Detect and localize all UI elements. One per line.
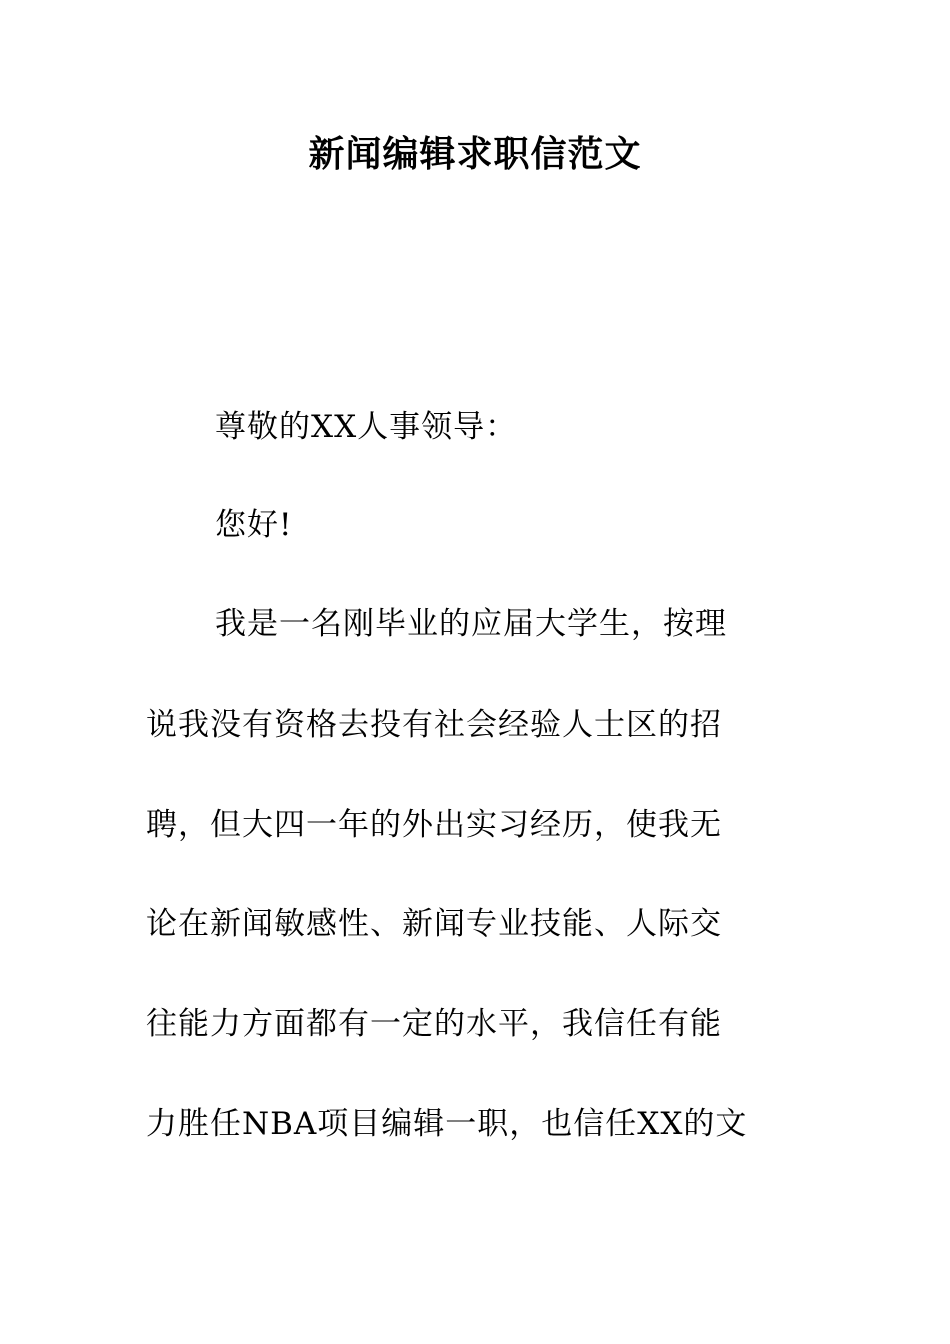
body-line: 聘，但大四一年的外出实习经历，使我无 <box>146 807 722 843</box>
body-line: 说我没有资格去投有社会经验人士区的招 <box>146 707 722 743</box>
salutation: 尊敬的XX人事领导： <box>215 409 518 445</box>
body-line: 论在新闻敏感性、新闻专业技能、人际交 <box>146 906 722 942</box>
body-line: 往能力方面都有一定的水平，我信任有能 <box>146 1006 722 1042</box>
body-line: 我是一名刚毕业的应届大学生，按理 <box>215 606 727 642</box>
document-title: 新闻编辑求职信范文 <box>308 133 642 175</box>
body-line: 力胜任NBA项目编辑一职，也信任XX的文 <box>146 1106 748 1142</box>
greeting: 您好! <box>215 507 293 543</box>
